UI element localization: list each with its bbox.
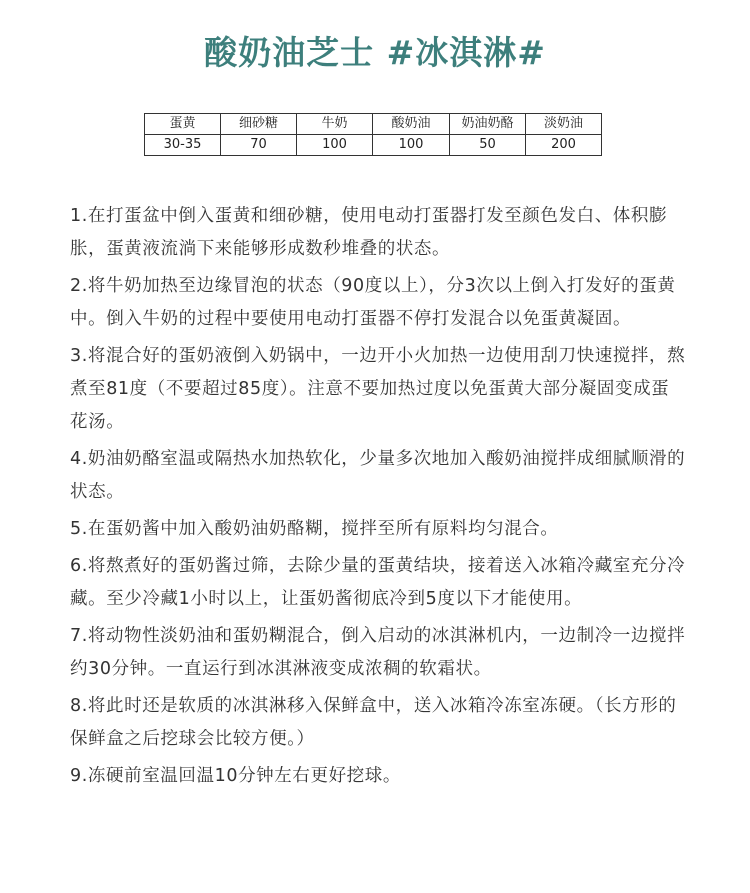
ingredient-amount-cell: 70: [221, 135, 297, 156]
ingredient-name-cell: 细砂糖: [221, 114, 297, 135]
ingredients-value-row: [145, 135, 602, 156]
recipe-title: 酸奶油芝士 #冰淇淋#: [204, 33, 546, 72]
ingredient-name-cell: 淡奶油: [526, 114, 602, 135]
ingredients-table: [144, 113, 602, 156]
recipe-step: 5.在蛋奶酱中加入酸奶油奶酪糊，搅拌至所有原料均匀混合。: [70, 519, 559, 539]
ingredient-amount-cell: 30-35: [145, 135, 221, 156]
recipe-step: 1.在打蛋盆中倒入蛋黄和细砂糖，使用电动打蛋器打发至颜色发白、体积膨胀，蛋黄液流淌下来能够形成数秒堆叠的状态。: [70, 206, 668, 259]
recipe-step: 8.将此时还是软质的冰淇淋移入保鲜盒中，送入冰箱冷冻室冻硬。（长方形的保鲜盒之后挖球会比较方便。）: [70, 696, 677, 749]
ingredient-amount-cell: 50: [450, 135, 526, 156]
recipe-step: 3.将混合好的蛋奶液倒入奶锅中，一边开小火加热一边使用刮刀快速搅拌，熬煮至81度（不要超过85度）。注意不要加热过度以免蛋黄大部分凝固变成蛋花汤。: [70, 346, 686, 432]
ingredient-name-cell: 酸奶油: [373, 114, 450, 135]
ingredient-amount-cell: 200: [526, 135, 602, 156]
ingredient-amount-cell: 100: [297, 135, 373, 156]
recipe-step: 4.奶油奶酪室温或隔热水加热软化，少量多次地加入酸奶油搅拌成细腻顺滑的状态。: [70, 449, 686, 502]
ingredient-amount-cell: 100: [373, 135, 450, 156]
recipe-step: 7.将动物性淡奶油和蛋奶糊混合，倒入启动的冰淇淋机内，一边制冷一边搅拌约30分钟。一直运行到冰淇淋液变成浓稠的软霜状。: [70, 626, 686, 679]
recipe-step: 2.将牛奶加热至边缘冒泡的状态（90度以上），分3次以上倒入打发好的蛋黄中。倒入牛奶的过程中要使用电动打蛋器不停打发混合以免蛋黄凝固。: [70, 276, 676, 329]
recipe-step: 6.将熬煮好的蛋奶酱过筛，去除少量的蛋黄结块，接着送入冰箱冷藏室充分冷藏。至少冷藏1小时以上，让蛋奶酱彻底冷到5度以下才能使用。: [70, 556, 686, 609]
recipe-steps: [70, 200, 686, 797]
ingredient-name-cell: 牛奶: [297, 114, 373, 135]
ingredients-header-row: [145, 114, 602, 135]
ingredient-name-cell: 奶油奶酪: [450, 114, 526, 135]
ingredient-name-cell: 蛋黄: [145, 114, 221, 135]
recipe-step: 9.冻硬前室温回温10分钟左右更好挖球。: [70, 766, 401, 786]
